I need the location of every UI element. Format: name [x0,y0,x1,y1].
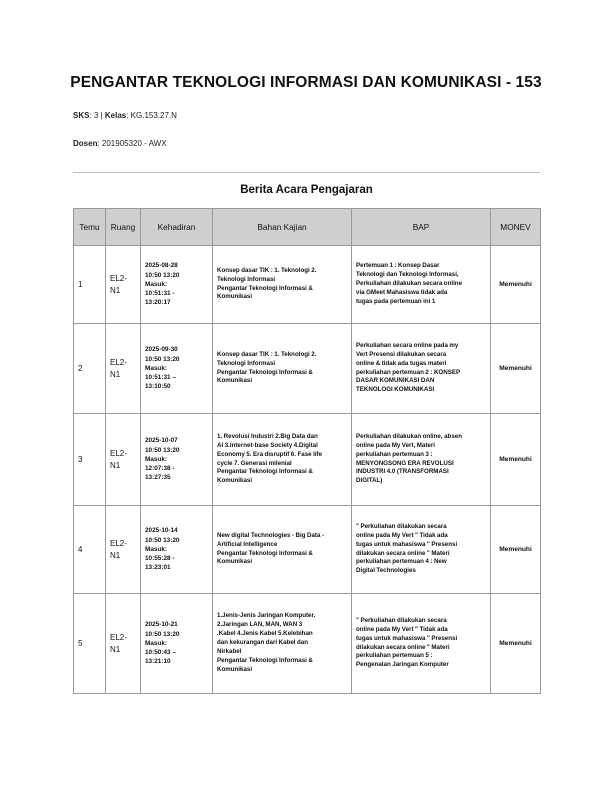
cell-bahan-kajian-line: Pengantar Teknologi Informasi & [217,468,313,476]
cell-bahan-kajian [213,414,352,506]
cell-kehadiran [141,414,213,506]
cell-bap-line: tugas pada pertemuan ini 1 [356,297,436,305]
cell-bahan-kajian-line: Teknologi Informasi [217,359,276,367]
cell-kehadiran-line: 13:10:50 [145,383,171,391]
divider [73,172,540,173]
lecturer-line [73,139,167,148]
cell-bahan-kajian-line: Komunikasi [217,377,253,385]
cell-bahan-kajian-line: Komunikasi [217,477,253,485]
cell-bap-line: " Perkuliahan dilakukan secara [356,616,447,624]
header-ruang: Ruang [106,209,141,246]
cell-kehadiran-line: Masuk: [145,545,168,553]
course-title: PENGANTAR TEKNOLOGI INFORMASI DAN KOMUNIKASI - 153 [70,74,542,91]
cell-kehadiran-line: Masuk: [145,364,168,372]
cell-kehadiran-line: 13:23:01 [145,564,171,572]
cell-temu: 4 [74,506,106,594]
cell-bahan-kajian-line: Economy 5. Era disruptif 6. Fase life [217,450,323,458]
cell-bahan-kajian-line: Teknologi Informasi [217,275,276,283]
cell-bahan-kajian [213,506,352,594]
cell-bap-line: online pada My Vert " Tidak ada [356,531,448,539]
cell-monev: Memenuhi [491,324,541,414]
cell-bap-line: Pengenalan Jaringan Komputer [356,661,449,669]
teaching-record-table [73,208,541,694]
cell-kehadiran-line: Masuk: [145,280,168,288]
cell-bap-line: Perkuliahan secara online pada my [356,341,459,349]
cell-bap-line: Digital Technologies [356,567,416,575]
cell-bahan-kajian-line: 1. Revolusi Industri 2.Big Data dan [217,432,318,440]
kelas-value: : KG.153.27.N [126,111,177,120]
cell-kehadiran [141,506,213,594]
header-temu: Temu [74,209,106,246]
cell-bap-line: tugas untuk mahasiswa " Presensi [356,540,458,548]
cell-monev: Memenuhi [491,246,541,324]
cell-kehadiran-line: 2025-10-14 [145,527,178,535]
table-row [74,246,541,324]
cell-kehadiran-line: 13:27:35 [145,474,171,482]
cell-bap-line: dilakukan secara online " Materi [356,643,450,651]
cell-ruang: EL2-N1 [106,594,141,694]
cell-bahan-kajian-line: New digital Technologies - Big Data - [217,531,324,539]
cell-bap-line: DASAR KOMUNIKASI DAN [356,377,435,385]
cell-bap-line: MENYONGSONG ERA REVOLUSI [356,459,454,467]
cell-bap-line: Pertemuan 1 : Konsep Dasar [356,262,440,270]
cell-bap-line: perkuliahan pertemuan 5 : [356,652,433,660]
cell-temu: 1 [74,246,106,324]
cell-monev: Memenuhi [491,506,541,594]
cell-kehadiran-line: 10:51:31 – [145,374,176,382]
cell-bahan-kajian-line: 1.Jenis-Jenis Jaringan Komputer. [217,612,316,620]
cell-temu: 2 [74,324,106,414]
cell-bap-line: online pada My Vert, Materi [356,441,435,449]
cell-bap-line: Vert Presensi dilakukan secara [356,350,447,358]
cell-kehadiran-line: 10:50 13:20 [145,536,180,544]
cell-bahan-kajian-line: Komunikasi [217,293,253,301]
header-bap: BAP [352,209,491,246]
cell-kehadiran-line: 2025-08-28 [145,262,178,270]
cell-bap-line: Perkuliahan dilakukan secara online [356,280,463,287]
cell-kehadiran-line: 10:55:28 - [145,555,175,563]
cell-bap-line: perkuliahan pertemuan 3 : [356,450,433,458]
cell-bahan-kajian-line: AI 3.Internet-base Society 4.Digital [217,441,318,449]
cell-kehadiran-line: 2025-10-21 [145,621,178,629]
cell-bap [352,594,491,694]
dosen-label: Dosen [73,139,98,148]
cell-monev: Memenuhi [491,414,541,506]
cell-bahan-kajian [213,324,352,414]
cell-bahan-kajian-line: Komunikasi [217,558,253,566]
cell-bap-line: dilakukan secara online " Materi [356,549,450,557]
cell-bahan-kajian-line: Komunikasi [217,665,253,673]
kelas-label: Kelas [104,111,127,120]
cell-bap [352,506,491,594]
cell-kehadiran-line: Masuk: [145,455,168,463]
cell-bahan-kajian-line: Konsep dasar TIK : 1. Teknologi 2. [217,266,317,274]
cell-bahan-kajian-line: dan kekurangan dari Kabel dan [217,639,309,646]
course-info-line [73,111,177,120]
cell-kehadiran-line: 10:50 13:20 [145,355,180,363]
cell-bahan-kajian-line: Pengantar Teknologi Informasi & [217,368,313,376]
section-title: Berita Acara Pengajaran [240,184,373,196]
dosen-value: : 201905320 - AWX [97,139,167,148]
cell-bap-line: perkuliahan pertemuan 4 : New [356,558,447,566]
cell-bap [352,246,491,324]
cell-bap-line: via GMeet Mahasiswa tidak ada [356,288,448,296]
cell-kehadiran-line: 13:21:10 [145,658,171,666]
cell-bahan-kajian [213,594,352,694]
cell-kehadiran-line: Masuk: [145,639,168,647]
cell-ruang: EL2-N1 [106,324,141,414]
cell-bap-line: INDUSTRI 4.0 (TRANSFORMASI [356,468,449,476]
sks-label: SKS [73,111,90,120]
cell-monev: Memenuhi [491,594,541,694]
cell-bahan-kajian-line: Nirkabel [217,647,242,655]
cell-bahan-kajian-line: 2.Jaringan LAN, MAN, WAN 3 [217,621,303,629]
cell-bap-line: Perkuliahan dilakukan online, absen [356,432,462,440]
cell-kehadiran-line: 12:07:38 - [145,465,175,473]
cell-temu: 5 [74,594,106,694]
cell-kehadiran-line: 10:50 13:20 [145,446,180,454]
table-row [74,414,541,506]
cell-bahan-kajian-line: cycle 7. Generasi milenial [217,459,292,467]
table-row [74,324,541,414]
cell-temu: 3 [74,414,106,506]
cell-kehadiran [141,594,213,694]
cell-bahan-kajian-line: Pengantar Teknologi Informasi & [217,284,313,292]
cell-kehadiran [141,246,213,324]
cell-bap-line: online & tidak ada tugas materi [356,359,447,367]
cell-bahan-kajian [213,246,352,324]
cell-ruang: EL2-N1 [106,414,141,506]
cell-bap-line: TEKNOLOGI KOMUNIKASI [356,386,435,394]
cell-bahan-kajian-line: Pengantar Teknologi Informasi & [217,656,313,664]
table-header-row [74,209,541,246]
cell-bap-line: tugas untuk mahasiswa " Presensi [356,634,458,642]
cell-kehadiran-line: 13:20:17 [145,299,171,307]
cell-ruang: EL2-N1 [106,246,141,324]
cell-kehadiran [141,324,213,414]
table-row [74,594,541,694]
cell-kehadiran-line: 2025-10-07 [145,437,178,445]
header-bahan-kajian: Bahan Kajian [213,209,352,246]
cell-kehadiran-line: 10:50 13:20 [145,630,180,638]
cell-kehadiran-line: 2025-09-30 [145,346,178,354]
cell-kehadiran-line: 10:50:43 – [145,649,176,657]
cell-bap [352,324,491,414]
cell-bap-line: online pada My Vert " Tidak ada [356,625,448,633]
header-kehadiran: Kehadiran [141,209,213,246]
cell-kehadiran-line: 10:51:31 - [145,290,175,298]
table-row [74,506,541,594]
cell-bap-line: perkuliahan pertemuan 2 : KONSEP [356,368,461,376]
cell-kehadiran-line: 10:50 13:20 [145,271,180,279]
sks-value: : 3 | [89,111,105,120]
cell-bap-line: " Perkuliahan dilakukan secara [356,522,447,530]
cell-ruang: EL2-N1 [106,506,141,594]
cell-bahan-kajian-line: Pengantar Teknologi Informasi & [217,549,313,557]
cell-bap [352,414,491,506]
cell-bahan-kajian-line: Konsep dasar TIK : 1. Teknologi 2. [217,350,317,358]
cell-bahan-kajian-line: Artificial Intelligence [217,540,278,548]
header-monev: MONEV [491,209,541,246]
cell-bahan-kajian-line: .Kabel 4.Jenis Kabel 5.Kelebihan [217,630,313,638]
cell-bap-line: Teknologi dan Teknologi Informasi, [356,271,459,279]
cell-bap-line: DIGITAL) [356,477,383,485]
